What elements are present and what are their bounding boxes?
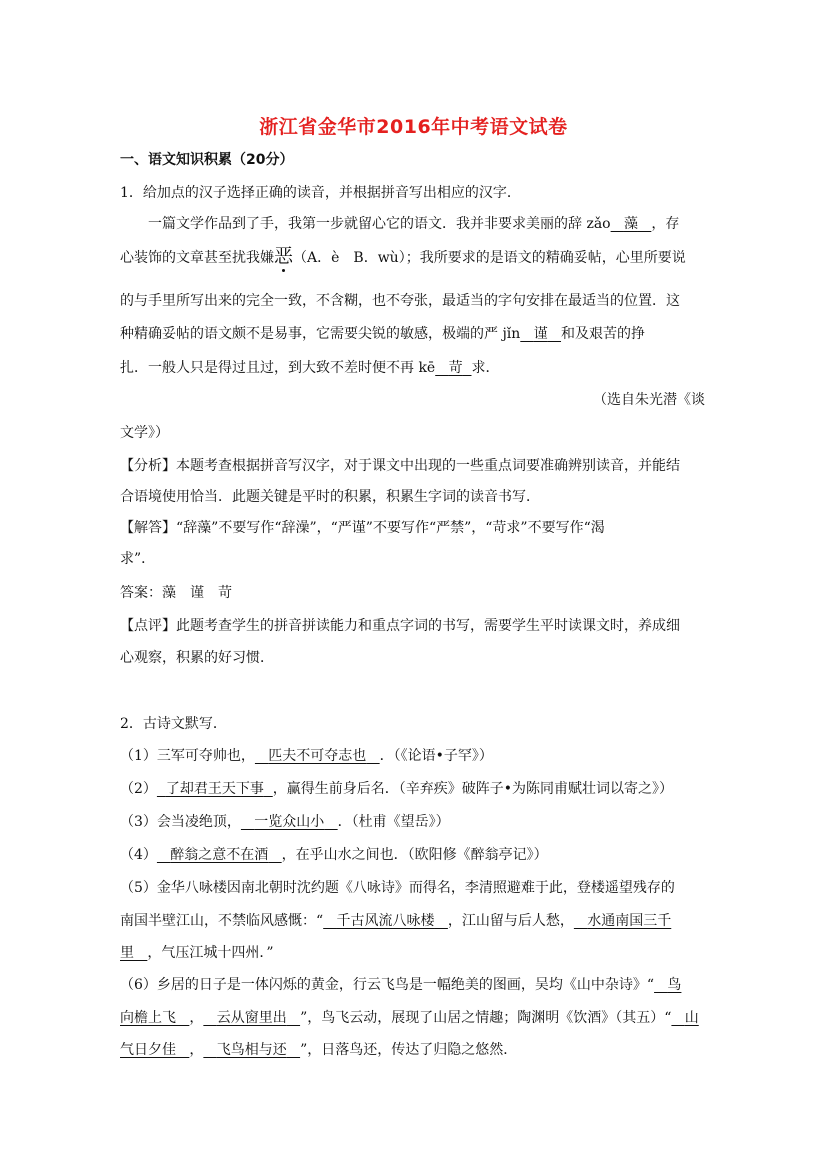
- q1-passage-line-1: 一篇文学作品到了手，我第一步就留心它的语文．我并非要求美丽的辞 zǎo 藻 ，存: [148, 216, 680, 232]
- answer-line: 答案：藻 谨 苛: [120, 585, 232, 601]
- section-heading: 一、语文知识积累（20分）: [120, 152, 294, 168]
- q2-item-2: （2） 了却君王天下事 ，赢得生前身后名．（辛弃疾》破阵子•为陈同甫赋壮词以寄之》）: [120, 781, 673, 797]
- analysis-line-1: 【分析】本题考查根据拼音写汉字，对于课文中出现的一些重点词要准确辨别读音，并能结: [120, 458, 680, 474]
- q1-stem: 1．给加点的汉子选择正确的读音，并根据拼音写出相应的汉字．: [120, 185, 521, 201]
- q2-item-4: （4） 醉翁之意不在酒 ，在乎山水之间也．（欧阳修《醉翁亭记》）: [120, 847, 548, 863]
- answer-blank: 鸟: [667, 977, 682, 993]
- source-citation-end: 文学》）: [120, 425, 169, 441]
- page-title: 浙江省金华市2016年中考语文试卷: [259, 116, 568, 138]
- answer-blank: 水通南国三千: [587, 913, 672, 929]
- answer-blank: 醉翁之意不在酒: [170, 847, 269, 863]
- answer-blank: 山: [684, 1010, 699, 1026]
- answer-blank: 飞鸟相与还: [216, 1042, 287, 1058]
- q2-item-5-line-1: （5）金华八咏楼因南北朝时沈约题《八咏诗》而得名，李清照避难于此，登楼遥望残存的: [120, 880, 675, 896]
- answer-blank: 云从窗里出: [216, 1010, 287, 1026]
- comment-line-2: 心观察，积累的好习惯．: [120, 650, 274, 666]
- answer-blank: 苛: [448, 360, 463, 376]
- solution-line-1: 【解答】“辞藻”不要写作“辞澡”，“严谨”不要写作“严禁”，“苛求”不要写作“渴: [120, 520, 605, 536]
- q2-item-1: （1）三军可夺帅也， 匹夫不可夺志也 ．（《论语•子罕》）: [120, 748, 493, 764]
- source-citation: （选自朱光潜《谈: [593, 392, 705, 408]
- answer-blank: 谨: [533, 326, 548, 342]
- answer-blank: 气日夕佳: [120, 1042, 176, 1058]
- q1-passage-line-5: 扎．一般人只是得过且过，到大致不差时便不再 kē 苛 求．: [120, 360, 500, 376]
- dotted-character: 恶: [274, 245, 294, 267]
- q2-item-3: （3）会当凌绝顶， 一览众山小 ．（杜甫《望岳》）: [120, 814, 450, 830]
- q2-item-6-line-1: （6）乡居的日子是一体闪烁的黄金，行云飞鸟是一幅绝美的图画，吴均《山中杂诗》“ 鸟: [120, 977, 682, 993]
- answer-blank: 向檐上飞: [120, 1010, 176, 1026]
- q2-stem: 2．古诗文默写．: [120, 716, 227, 732]
- comment-line-1: 【点评】此题考查学生的拼音拼读能力和重点字词的书写，需要学生平时读课文时，养成细: [120, 618, 680, 634]
- answer-blank: 千古风流八咏楼: [336, 913, 435, 929]
- q1-passage-line-3: 的与手里所写出来的完全一致，不含糊，也不夸张，最适当的字句安排在最适当的位置．这: [120, 293, 680, 309]
- answer-blank: 一览众山小: [254, 814, 325, 830]
- answer-blank: 里: [120, 945, 134, 961]
- solution-line-2: 求”．: [120, 551, 156, 567]
- q2-item-5-line-2: 南国半壁江山，不禁临风感慨：“ 千古风流八咏楼 ，江山留与后人愁， 水通南国三千: [120, 913, 672, 929]
- q2-item-6-line-2: 向檐上飞 ， 云从窗里出 ”，鸟飞云动，展现了山居之情趣；陶渊明《饮酒》（其五）“ 山: [120, 1010, 699, 1026]
- analysis-line-2: 合语境使用恰当．此题关键是平时的积累，积累生字词的读音书写．: [120, 489, 540, 505]
- answer-blank: 了却君王天下事: [165, 781, 264, 797]
- q1-passage-line-2: 心装饰的文章甚至扰我嫌恶（A．è B．wù）；我所要求的是语文的精确妥帖，心里所要说: [120, 245, 686, 267]
- answer-blank: 藻: [623, 216, 638, 232]
- q2-item-6-line-3: 气日夕佳 ， 飞鸟相与还 ”，日落鸟还，传达了归隐之悠然．: [120, 1042, 518, 1058]
- q1-passage-line-4: 种精确妥帖的语文颇不是易事，它需要尖锐的敏感，极端的严 jǐn 谨 和及艰苦的挣: [120, 326, 646, 342]
- answer-blank: 匹夫不可夺志也: [268, 748, 367, 764]
- q2-item-5-line-3: 里 ，气压江城十四州．”: [120, 945, 274, 961]
